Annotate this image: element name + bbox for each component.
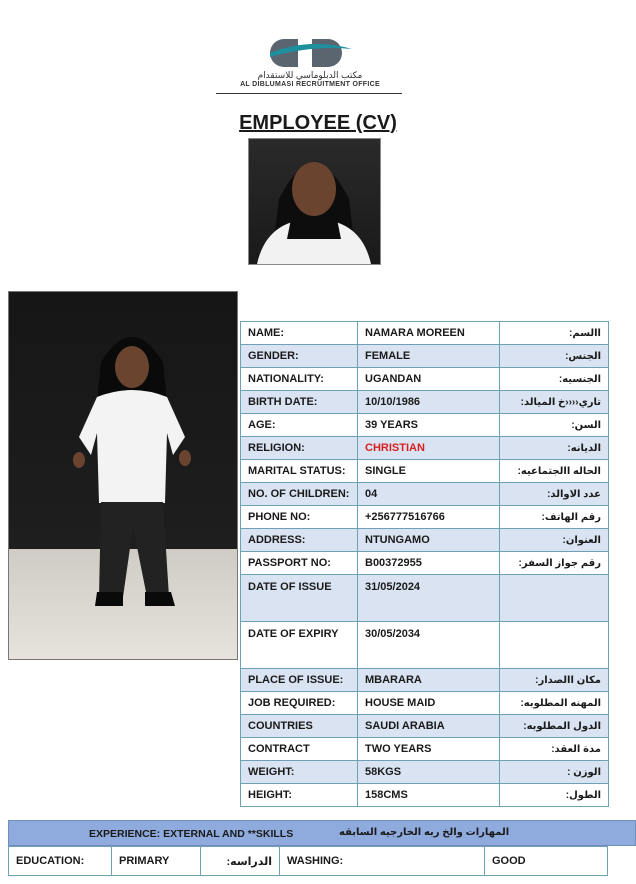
row-height xyxy=(241,784,609,807)
label: DATE OF ISSUE xyxy=(241,575,358,622)
label: PASSPORT NO: xyxy=(241,552,358,575)
value: MBARARA xyxy=(358,669,500,692)
value: SINGLE xyxy=(358,460,500,483)
value: B00372955 xyxy=(358,552,500,575)
experience-title: EXPERIENCE: EXTERNAL AND **SKILLS xyxy=(89,828,294,840)
value: 31/05/2024 xyxy=(358,575,500,622)
logo-mark-icon xyxy=(262,36,358,70)
education-label-ar: الدراسه: xyxy=(201,847,280,876)
row-name xyxy=(241,322,609,345)
value: 158CMS xyxy=(358,784,500,807)
label-ar: الجنسيه: xyxy=(500,368,609,391)
value: FEMALE xyxy=(358,345,500,368)
row-address xyxy=(241,529,609,552)
skill-label: WASHING: xyxy=(280,847,485,876)
label-ar: العنوان: xyxy=(500,529,609,552)
label: HEIGHT: xyxy=(241,784,358,807)
label: NAME: xyxy=(241,322,358,345)
row-weight xyxy=(241,761,609,784)
label: BIRTH DATE: xyxy=(241,391,358,414)
row-birth-date xyxy=(241,391,609,414)
label: RELIGION: xyxy=(241,437,358,460)
label-ar: الجنس: xyxy=(500,345,609,368)
label-ar xyxy=(500,622,609,669)
label: WEIGHT: xyxy=(241,761,358,784)
value: TWO YEARS xyxy=(358,738,500,761)
value: 04 xyxy=(358,483,500,506)
experience-banner xyxy=(8,820,636,846)
label-ar: مدة العقد: xyxy=(500,738,609,761)
value: 30/05/2034 xyxy=(358,622,500,669)
logo-english: AL DIBLUMASI RECRUITMENT OFFICE xyxy=(240,81,380,88)
value: NTUNGAMO xyxy=(358,529,500,552)
logo-divider xyxy=(216,93,402,94)
label-ar: رقم جواز السفر: xyxy=(500,552,609,575)
label: AGE: xyxy=(241,414,358,437)
label-ar: رقم الهاتف: xyxy=(500,506,609,529)
value: 39 YEARS xyxy=(358,414,500,437)
label: ADDRESS: xyxy=(241,529,358,552)
portrait-photo xyxy=(248,138,381,265)
row-date-of-issue xyxy=(241,575,609,622)
row-marital-status xyxy=(241,460,609,483)
education-value: PRIMARY xyxy=(112,847,201,876)
label: NO. OF CHILDREN: xyxy=(241,483,358,506)
experience-title-ar: المهارات والخ ربه الخارجيه السابقه xyxy=(339,827,510,838)
label: PLACE OF ISSUE: xyxy=(241,669,358,692)
label: CONTRACT xyxy=(241,738,358,761)
full-body-photo xyxy=(8,291,238,660)
row-countries xyxy=(241,715,609,738)
label: MARITAL STATUS: xyxy=(241,460,358,483)
logo-arabic: مكتب الدبلوماسي للاستقدام xyxy=(257,70,363,80)
page-title: EMPLOYEE (CV) xyxy=(239,112,397,134)
row-education xyxy=(9,847,608,876)
label-ar: االسم: xyxy=(500,322,609,345)
row-phone xyxy=(241,506,609,529)
label-ar: عدد الاوالد: xyxy=(500,483,609,506)
label: GENDER: xyxy=(241,345,358,368)
label: PHONE NO: xyxy=(241,506,358,529)
logo xyxy=(220,36,400,96)
row-children xyxy=(241,483,609,506)
label-ar: السن: xyxy=(500,414,609,437)
education-label: EDUCATION: xyxy=(9,847,112,876)
value: 58KGS xyxy=(358,761,500,784)
row-religion xyxy=(241,437,609,460)
label-ar: الوزن : xyxy=(500,761,609,784)
row-job-required xyxy=(241,692,609,715)
row-passport xyxy=(241,552,609,575)
row-gender xyxy=(241,345,609,368)
label-ar: المهنه المطلوبه: xyxy=(500,692,609,715)
label-ar: مكان االصدار: xyxy=(500,669,609,692)
label-ar: الدول المطلوبه: xyxy=(500,715,609,738)
row-contract xyxy=(241,738,609,761)
personal-info-table xyxy=(240,321,609,807)
row-date-of-expiry xyxy=(241,622,609,669)
value: SAUDI ARABIA xyxy=(358,715,500,738)
row-nationality xyxy=(241,368,609,391)
value: CHRISTIAN xyxy=(358,437,500,460)
row-age xyxy=(241,414,609,437)
education-table xyxy=(8,846,608,876)
value: 10/10/1986 xyxy=(358,391,500,414)
label: COUNTRIES xyxy=(241,715,358,738)
skill-value: GOOD xyxy=(485,847,608,876)
value: HOUSE MAID xyxy=(358,692,500,715)
row-place-of-issue xyxy=(241,669,609,692)
label-ar: الديانه: xyxy=(500,437,609,460)
value: +256777516766 xyxy=(358,506,500,529)
label-ar: الحاله االجتماعيه: xyxy=(500,460,609,483)
label: NATIONALITY: xyxy=(241,368,358,391)
value: NAMARA MOREEN xyxy=(358,322,500,345)
label: DATE OF EXPIRY xyxy=(241,622,358,669)
label-ar: الطول: xyxy=(500,784,609,807)
value: UGANDAN xyxy=(358,368,500,391)
label: JOB REQUIRED: xyxy=(241,692,358,715)
label-ar: تاري‹‹‹‹خ الميالد: xyxy=(500,391,609,414)
label-ar xyxy=(500,575,609,622)
